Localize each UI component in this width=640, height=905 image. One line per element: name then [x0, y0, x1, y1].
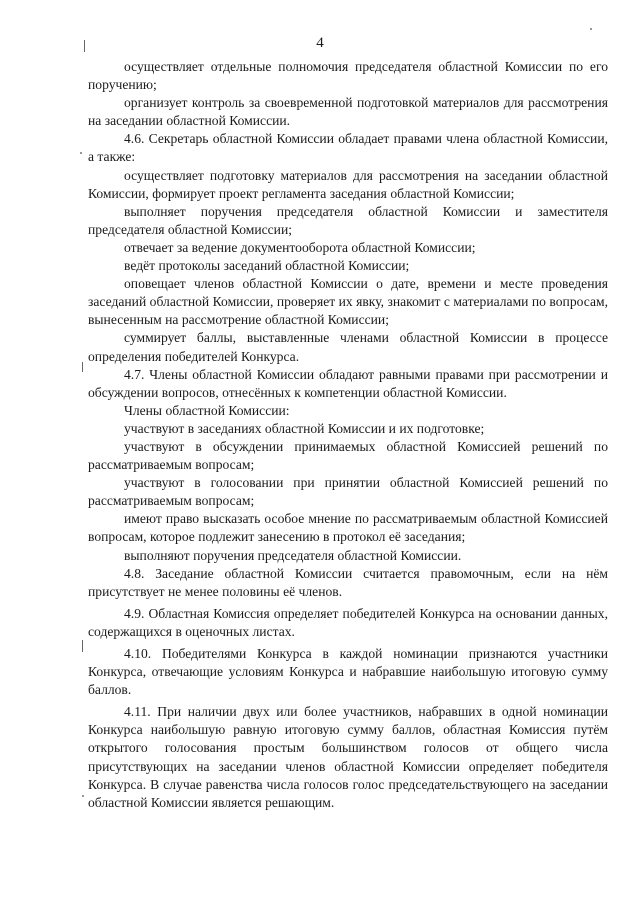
- paragraph: 4.9. Областная Комиссия определяет победителей Конкурса на основании данных, содержащихся в оценочных листах.: [88, 605, 608, 639]
- paragraph: участвуют в голосовании при принятии областной Комиссией решений по рассматриваемым вопросам;: [88, 475, 608, 509]
- paragraph: имеют право высказать особое мнение по рассматриваемым областной Комиссией вопросам, которое подлежит занесению в протокол её заседания;: [88, 511, 608, 545]
- paragraph: выполняют поручения председателя областной Комиссии.: [124, 547, 462, 563]
- scan-mark: [82, 362, 83, 372]
- paragraph: Члены областной Комиссии:: [124, 402, 290, 418]
- paragraph: выполняет поручения председателя областной Комиссии и заместителя председателя областной Комиссии;: [88, 203, 608, 237]
- paragraph: осуществляет отдельные полномочия председателя областной Комиссии по его поручению;: [88, 59, 608, 93]
- paragraph: участвуют в заседаниях областной Комиссии и их подготовке;: [124, 420, 485, 436]
- paragraph: осуществляет подготовку материалов для рассмотрения на заседании областной Комиссии, формирует проект регламента заседания областной Комиссии;: [88, 167, 608, 201]
- scan-dot: [80, 152, 82, 154]
- scan-mark: [82, 640, 83, 652]
- paragraph: 4.7. Члены областной Комиссии обладают равными правами при рассмотрении и обсуждении вопросов, отнесённых к компетенции областной Комиссии.: [88, 366, 608, 400]
- paragraph: ведёт протоколы заседаний областной Комиссии;: [124, 258, 410, 274]
- paragraph: 4.8. Заседание областной Комиссии считается правомочным, если на нём присутствует не менее половины её членов.: [88, 565, 608, 599]
- paragraph: оповещает членов областной Комиссии о дате, времени и месте проведения заседаний областной Комиссии, проверяет их явку, знакомит с материалами по вопросам, вынесенным на рассмотрение областной Комиссии;: [88, 276, 608, 328]
- scan-dot: [82, 795, 84, 797]
- paragraph: 4.6. Секретарь областной Комиссии обладает правами члена областной Комиссии, а также:: [88, 131, 608, 165]
- paragraph: отвечает за ведение документооборота областной Комиссии;: [124, 239, 476, 255]
- paragraph: организует контроль за своевременной подготовкой материалов для рассмотрения на заседании областной Комиссии.: [88, 95, 608, 129]
- paragraph: суммирует баллы, выставленные членами областной Комиссии в процессе определения победителей Конкурса.: [88, 330, 608, 364]
- scan-mark: [84, 40, 85, 52]
- scan-dot: [590, 28, 592, 30]
- document-body: [88, 58, 608, 812]
- paragraph: 4.10. Победителями Конкурса в каждой номинации признаются участники Конкурса, отвечающие условиям Конкурса и набравшие наибольшую итоговую сумму баллов.: [88, 646, 608, 698]
- page-number: 4: [316, 35, 324, 51]
- paragraph: 4.11. При наличии двух или более участников, набравших в одной номинации Конкурса наибольшую равную итоговую сумму баллов, областная Комиссия путём открытого голосования простым большинством голосов от общего числа присутствующих на заседании членов областной Комиссии определяет победителя Конкурса. В случае равенства числа голосов голос председательствующего на заседании областной Комиссии является решающим.: [88, 704, 608, 810]
- paragraph: участвуют в обсуждении принимаемых областной Комиссией решений по рассматриваемым вопросам;: [88, 438, 608, 473]
